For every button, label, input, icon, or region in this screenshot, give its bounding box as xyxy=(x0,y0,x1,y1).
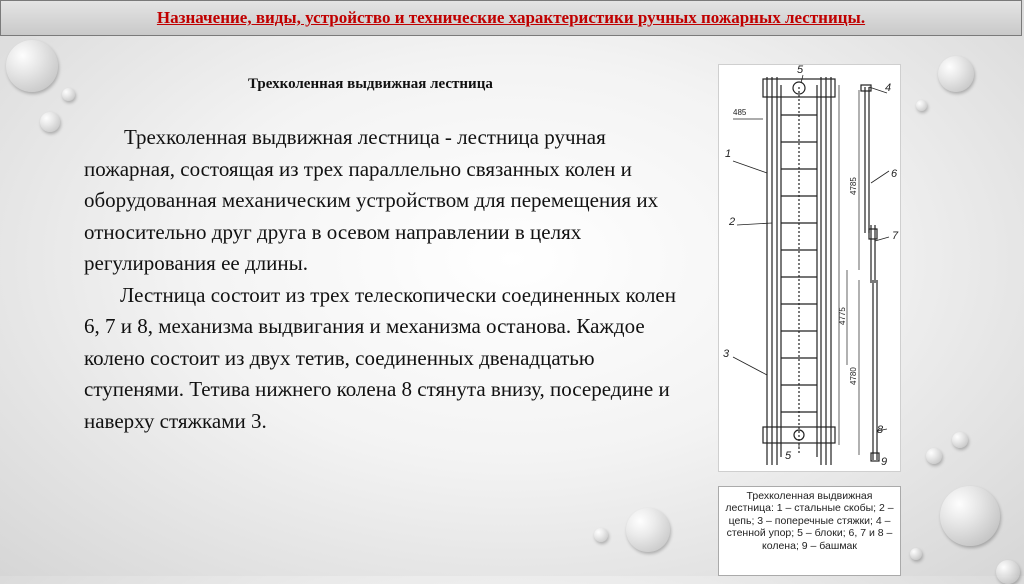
title-bar xyxy=(0,0,1022,36)
decorative-bubble xyxy=(40,112,60,132)
decorative-bubble xyxy=(940,486,1000,546)
callout-label: 4 xyxy=(885,82,892,94)
callout-label: 7 xyxy=(892,230,899,242)
decorative-bubble xyxy=(62,88,75,101)
decorative-bubble xyxy=(916,100,927,111)
decorative-bubble xyxy=(952,432,968,448)
paragraph-construction: Лестница состоит из трех телескопически соединенных колен 6, 7 и 8, механизма выдвигания и механизма останова. Каждое колено состоит из двух тетив, соединенных двенадцатью ступенями. Тетива нижнего колена 8 стянута внизу, посередине и наверху стяжками 3. xyxy=(84,282,676,433)
callout-label: 3 xyxy=(723,348,730,360)
ladder-drawing xyxy=(718,64,901,472)
slide-subtitle: Трехколенная выдвижная лестница xyxy=(248,76,493,92)
decorative-bubble xyxy=(926,448,942,464)
callout-label: 1 xyxy=(725,148,732,160)
callout-label: 9 xyxy=(881,456,888,468)
dimension-label: 4780 xyxy=(849,367,858,385)
decorative-bubble xyxy=(910,548,922,560)
dimension-label: 4775 xyxy=(838,307,847,325)
callout-label: 2 xyxy=(729,216,736,228)
callout-label: 8 xyxy=(877,424,884,436)
ladder-drawing-svg xyxy=(719,65,900,471)
paragraph-definition: Трехколенная выдвижная лестница - лестница ручная пожарная, состоящая из трех параллельно связанных колен и оборудованная механическим устройством для перемещения их относительно друг друга в осевом направлении в целях регулирования ее длины. xyxy=(84,125,659,275)
decorative-bubble xyxy=(938,56,974,92)
callout-label: 5 xyxy=(797,65,804,76)
decorative-bubble xyxy=(594,528,608,542)
callout-label: 5 xyxy=(785,450,792,462)
decorative-bubble xyxy=(996,560,1020,584)
dimension-label: 485 xyxy=(733,108,747,117)
body-text xyxy=(84,122,696,437)
decorative-bubble xyxy=(626,508,670,552)
callout-label: 6 xyxy=(891,168,898,180)
decorative-bubble xyxy=(6,40,58,92)
figure-caption: Трехколенная выдвижная лестница: 1 – стальные скобы; 2 – цепь; 3 – поперечные стяжки; 4 – стенной упор; 5 – блоки; 6, 7 и 8 – колена; 9 – башмак xyxy=(718,486,901,576)
slide-title: Назначение, виды, устройство и технические характеристики ручных пожарных лестницы. xyxy=(156,8,866,27)
dimension-label: 4785 xyxy=(849,177,858,195)
